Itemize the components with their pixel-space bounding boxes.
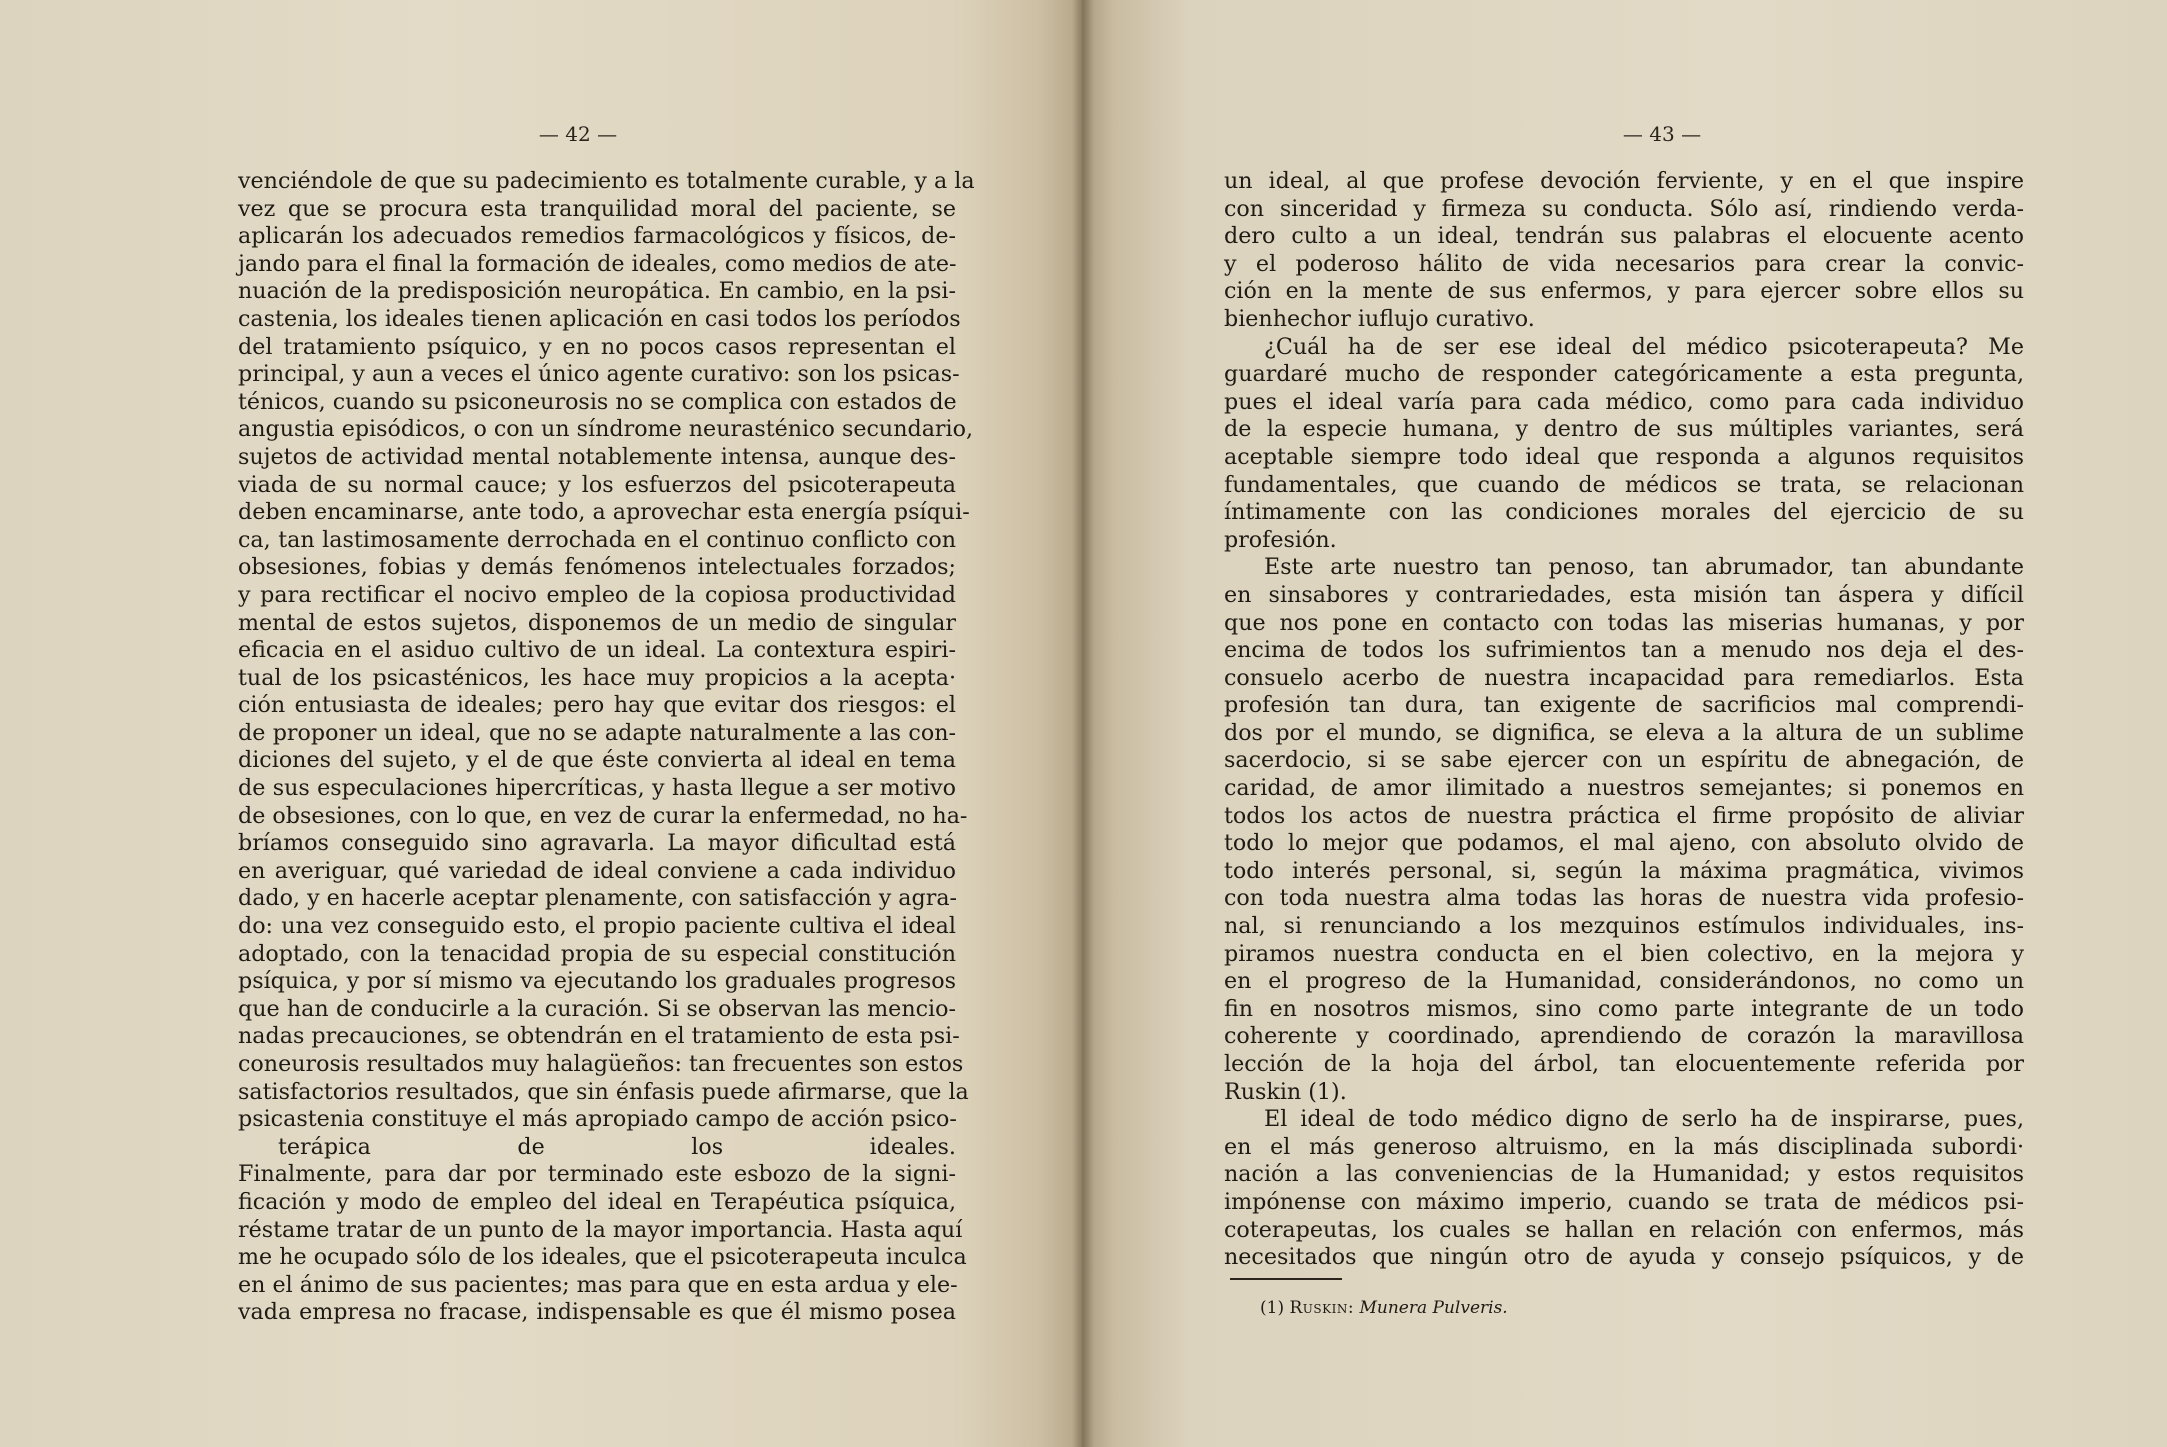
text-line: venciéndole de que su padecimiento es totalmente curable, y a la <box>238 168 975 194</box>
text-line: fin en nosotros mismos, sino como parte integrante de un todo <box>1224 995 2024 1022</box>
text-line: guardaré mucho de responder categóricamente a esta pregunta, <box>1224 361 2024 388</box>
text-line: dero culto a un ideal, tendrán sus palabras el elocuente acento <box>1224 223 2024 250</box>
text-line: ténicos, cuando su psiconeurosis no se complica con estados de <box>238 388 957 415</box>
left-page <box>0 0 1082 1447</box>
text-line: El ideal de todo médico digno de serlo ha de inspirarse, pues, <box>1264 1106 2024 1133</box>
text-line: todos los actos de nuestra práctica el firme propósito de aliviar <box>1224 802 2024 829</box>
text-line: bríamos conseguido sino agravarla. La mayor dificultad está <box>238 830 956 857</box>
text-line: psíquica, y por sí mismo va ejecutando los graduales progresos <box>238 968 956 995</box>
text-line: caridad, de amor ilimitado a nuestros semejantes; si ponemos en <box>1224 775 2024 802</box>
page-number-right: — 43 — <box>1622 122 1702 146</box>
text-line: impónense con máximo imperio, cuando se trata de médicos psi- <box>1224 1188 2024 1215</box>
text-line: ¿Cuál ha de ser ese ideal del médico psicoterapeuta? Me <box>1264 333 2024 360</box>
text-line: obsesiones, fobias y demás fenómenos intelectuales forzados; <box>238 554 956 581</box>
text-line: profesión tan dura, tan exigente de sacrificios mal comprendi- <box>1224 692 2024 719</box>
text-line: ficación y modo de empleo del ideal en Terapéutica psíquica, <box>238 1188 956 1215</box>
text-line: adoptado, con la tenacidad propia de su especial constitución <box>238 940 956 967</box>
text-line: en sinsabores y contrariedades, esta misión tan áspera y difícil <box>1224 581 2024 608</box>
text-line: satisfactorios resultados, que sin énfasis puede afirmarse, que la <box>238 1078 969 1105</box>
text-line: aplicarán los adecuados remedios farmacológicos y físicos, de- <box>238 223 956 250</box>
text-line: coneurosis resultados muy halagüeños: tan frecuentes son estos <box>238 1051 964 1077</box>
text-line: de la especie humana, y dentro de sus múltiples variantes, será <box>1224 416 2024 443</box>
right-page-body <box>1224 168 2024 1272</box>
text-line: del tratamiento psíquico, y en no pocos casos representan el <box>238 333 956 360</box>
text-line: y para rectificar el nocivo empleo de la copiosa productividad <box>238 581 956 608</box>
text-line: jando para el final la formación de ideales, como medios de ate- <box>238 250 957 277</box>
text-line: bienhechor iuflujo curativo. <box>1224 305 1535 332</box>
text-line: Este arte nuestro tan penoso, tan abrumador, tan abundante <box>1264 554 2024 581</box>
text-line: aceptable siempre todo ideal que responda a algunos requisitos <box>1224 443 2024 470</box>
text-line: un ideal, al que profese devoción ferviente, y en el que inspire <box>1224 168 2024 194</box>
footnote-marker: (1) <box>1260 1298 1285 1318</box>
text-line: de sus especulaciones hipercríticas, y hasta llegue a ser motivo <box>238 775 956 802</box>
text-line: coterapeutas, los cuales se hallan en relación con enfermos, más <box>1224 1216 2024 1243</box>
footnote-author: Ruskin: <box>1289 1298 1355 1318</box>
text-line: deben encaminarse, ante todo, a aprovechar esta energía psíqui- <box>238 499 970 526</box>
text-line: que han de conducirle a la curación. Si se observan las mencio- <box>238 995 956 1022</box>
text-line: Ruskin (1). <box>1224 1078 1347 1105</box>
text-line: nación a las conveniencias de la Humanidad; y estos requisitos <box>1224 1161 2024 1188</box>
text-line: con sinceridad y firmeza su conducta. Sólo así, rindiendo verda- <box>1224 195 2024 222</box>
text-line: viada de su normal cauce; y los esfuerzos del psicoterapeuta <box>238 471 956 498</box>
text-line: angustia episódicos, o con un síndrome neurasténico secundario, <box>238 416 974 443</box>
text-line: nal, si renunciando a los mezquinos estímulos individuales, ins- <box>1224 913 2024 940</box>
text-line: piramos nuestra conducta en el bien colectivo, en la mejora y <box>1224 940 2024 967</box>
text-line: terápica de los ideales. <box>278 1133 956 1160</box>
text-line: réstame tratar de un punto de la mayor importancia. Hasta aquí <box>238 1216 963 1243</box>
text-line: de proponer un ideal, que no se adapte naturalmente a las con- <box>238 719 956 746</box>
text-line: ción entusiasta de ideales; pero hay que evitar dos riesgos: el <box>238 692 956 719</box>
text-line: en el más generoso altruismo, en la más disciplinada subordi· <box>1224 1133 2024 1160</box>
text-line: fundamentales, que cuando de médicos se trata, se relacionan <box>1224 471 2024 498</box>
text-line: que nos pone en contacto con todas las miserias humanas, y por <box>1224 609 2024 636</box>
book-gutter <box>1072 0 1094 1447</box>
text-line: Finalmente, para dar por terminado este esbozo de la signi- <box>238 1161 956 1188</box>
text-line: ca, tan lastimosamente derrochada en el continuo conflicto con <box>238 526 956 553</box>
text-line: nadas precauciones, se obtendrán en el tratamiento de esta psi- <box>238 1023 960 1050</box>
text-line: do: una vez conseguido esto, el propio paciente cultiva el ideal <box>238 913 956 940</box>
page-number-left: — 42 — <box>538 122 618 146</box>
text-line: tual de los psicasténicos, les hace muy propicios a la acepta· <box>238 664 956 691</box>
text-line: vada empresa no fracase, indispensable es que él mismo posea <box>238 1299 956 1326</box>
text-line: encima de todos los sufrimientos tan a menudo nos deja el des- <box>1224 637 2024 664</box>
footnote <box>1260 1298 1508 1318</box>
text-line: en el progreso de la Humanidad, considerándonos, no como un <box>1224 968 2024 995</box>
right-page <box>1082 0 2167 1447</box>
text-line: en el ánimo de sus pacientes; mas para que en esta ardua y ele- <box>238 1271 958 1298</box>
text-line: dos por el mundo, se dignifica, se eleva a la altura de un sublime <box>1224 719 2024 746</box>
text-line: mental de estos sujetos, disponemos de un medio de singular <box>238 609 956 636</box>
text-line: ción en la mente de sus enfermos, y para ejercer sobre ellos su <box>1224 278 2024 305</box>
text-line: eficacia en el asiduo cultivo de un ideal. La contextura espiri- <box>238 637 956 664</box>
text-line: castenia, los ideales tienen aplicación en casi todos los períodos <box>238 305 961 332</box>
text-line: profesión. <box>1224 526 1337 553</box>
text-line: consuelo acerbo de nuestra incapacidad para remediarlos. Esta <box>1224 664 2024 691</box>
footnote-title: Munera Pulveris. <box>1359 1298 1508 1318</box>
text-line: necesitados que ningún otro de ayuda y consejo psíquicos, y de <box>1224 1244 2024 1271</box>
text-line: me he ocupado sólo de los ideales, que el psicoterapeuta inculca <box>238 1244 967 1271</box>
text-line: principal, y aun a veces el único agente curativo: son los psicas- <box>238 361 960 388</box>
text-line: coherente y coordinado, aprendiendo de corazón la maravillosa <box>1224 1023 2024 1050</box>
text-line: íntimamente con las condiciones morales del ejercicio de su <box>1224 499 2024 526</box>
text-line: de obsesiones, con lo que, en vez de curar la enfermedad, no ha- <box>238 802 968 829</box>
text-line: y el poderoso hálito de vida necesarios para crear la convic- <box>1224 250 2024 277</box>
text-line: en averiguar, qué variedad de ideal conviene a cada individuo <box>238 857 956 884</box>
text-line: todo lo mejor que podamos, el mal ajeno, con absoluto olvido de <box>1224 830 2024 857</box>
text-line: lección de la hoja del árbol, tan elocuentemente referida por <box>1224 1051 2024 1077</box>
text-line: nuación de la predisposición neuropática. En cambio, en la psi- <box>238 278 956 305</box>
left-page-body <box>238 168 975 1327</box>
text-line: con toda nuestra alma todas las horas de nuestra vida profesio- <box>1224 885 2024 912</box>
text-line: vez que se procura esta tranquilidad moral del paciente, se <box>238 195 956 222</box>
text-line: sacerdocio, si se sabe ejercer con un espíritu de abnegación, de <box>1224 747 2024 774</box>
text-line: diciones del sujeto, y el de que éste convierta al ideal en tema <box>238 747 956 774</box>
text-line: psicastenia constituye el más apropiado campo de acción psico- <box>238 1106 957 1133</box>
text-line: dado, y en hacerle aceptar plenamente, con satisfacción y agra- <box>238 885 958 912</box>
text-line: todo interés personal, si, según la máxima pragmática, vivimos <box>1224 857 2024 884</box>
text-line: sujetos de actividad mental notablemente intensa, aunque des- <box>238 443 956 470</box>
text-line: pues el ideal varía para cada médico, como para cada individuo <box>1224 388 2024 415</box>
footnote-rule <box>1230 1278 1342 1280</box>
